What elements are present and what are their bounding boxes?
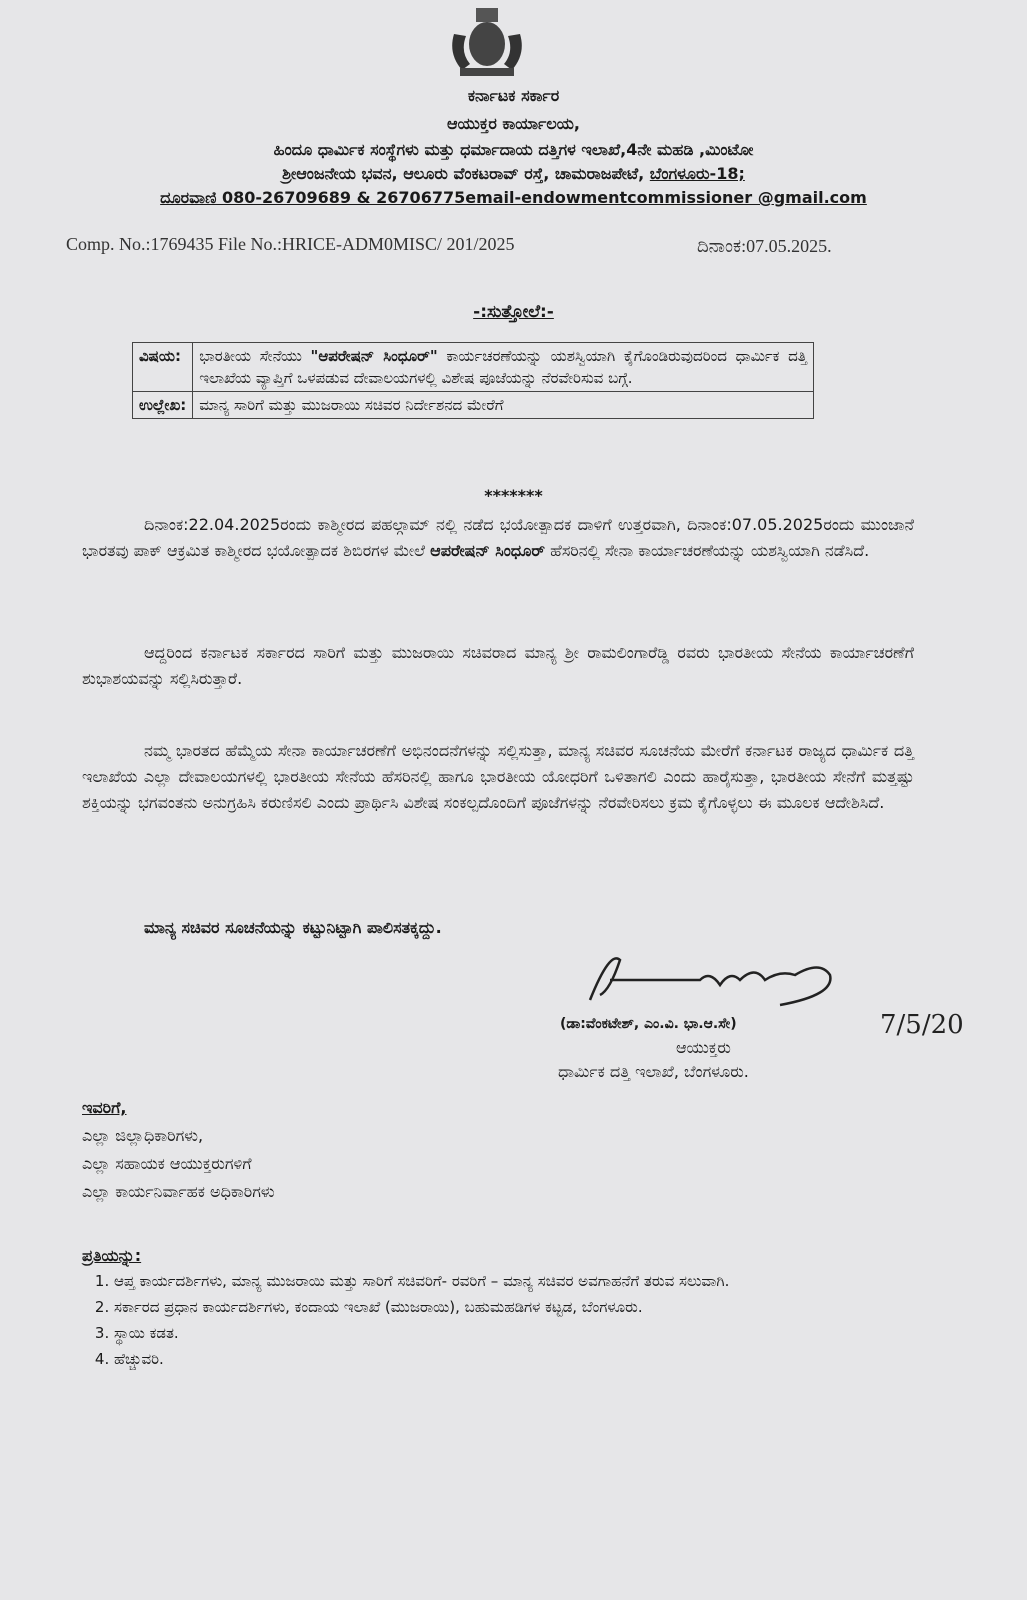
recipients: ಇವರಿಗೆ, ಎಲ್ಲಾ ಜಿಲ್ಲಾಧಿಕಾರಿಗಳು, ಎಲ್ಲಾ ಸಹಾಯಕ ಆಯುಕ್ತರುಗಳಿಗೆ ಎಲ್ಲಾ ಕಾರ್ಯನಿರ್ವಾಹಕ ಅಧಿಕಾರಿಗಳು <box>82 1094 275 1206</box>
government-name: ಕರ್ನಾಟಕ ಸರ್ಕಾರ <box>467 86 560 105</box>
subject-label: ವಿಷಯ: <box>133 343 193 392</box>
signatory-designation: ಆಯುಕ್ತರು <box>676 1038 731 1057</box>
directive: ಮಾನ್ಯ ಸಚಿವರ ಸೂಚನೆಯನ್ನು ಕಟ್ಟುನಿಟ್ಟಾಗಿ ಪಾಲಿಸತಕ್ಕದ್ದು. <box>144 918 442 937</box>
department-line: ಹಿಂದೂ ಧಾರ್ಮಿಕ ಸಂಸ್ಥೆಗಳು ಮತ್ತು ಧರ್ಮಾದಾಯ ದತ್ತಿಗಳ ಇಲಾಖೆ,4ನೇ ಮಹಡಿ ,ಮಿಂಟೋ <box>273 140 754 159</box>
subject-table <box>132 342 814 419</box>
recipient-item: ಎಲ್ಲಾ ಸಹಾಯಕ ಆಯುಕ್ತರುಗಳಿಗೆ <box>82 1154 252 1173</box>
address-line: ಶ್ರೀಆಂಜನೇಯ ಭವನ, ಆಲೂರು ವೆಂಕಟರಾವ್ ರಸ್ತೆ, ಚಾಮರಾಜಪೇಟೆ, ಬೆಂಗಳೂರು-18; <box>282 164 745 183</box>
office-name: ಆಯುಕ್ತರ ಕಾರ್ಯಾಲಯ, <box>447 114 580 133</box>
signatory-department: ಧಾರ್ಮಿಕ ದತ್ತಿ ಇಲಾಖೆ, ಬೆಂಗಳೂರು. <box>558 1062 749 1081</box>
paragraph-3: ನಮ್ಮ ಭಾರತದ ಹೆಮ್ಮೆಯ ಸೇನಾ ಕಾರ್ಯಾಚರಣೆಗೆ ಅಭಿನಂದನೆಗಳನ್ನು ಸಲ್ಲಿಸುತ್ತಾ, ಮಾನ್ಯ ಸಚಿವರ ಸೂಚನೆಯ ಮೇರೆಗೆ ಕರ್ನಾಟಕ ರಾಜ್ಯದ ಧಾರ್ಮಿಕ ದತ್ತಿ ಇಲಾಖೆಯ ಎಲ್ಲಾ ದೇವಾಲಯಗಳಲ್ಲಿ ಭಾರತೀಯ ಸೇನೆಯ ಹೆಸರಿನಲ್ಲಿ ಹಾಗೂ ಭಾರತೀಯ ಯೋಧರಿಗೆ ಒಳಿತಾಗಲಿ ಎಂದು ಹಾರೈಸುತ್ತಾ, ಭಾರತೀಯ ಸೇನೆಗೆ ಮತ್ತಷ್ಟು ಶಕ್ತಿಯನ್ನು ಭಗವಂತನು ಅನುಗ್ರಹಿಸಿ ಕರುಣಿಸಲಿ ಎಂದು ಪ್ರಾರ್ಥಿಸಿ ವಿಶೇಷ ಸಂಕಲ್ಪದೊಂದಿಗೆ ಪೂಜೆಗಳನ್ನು ನೆರವೇರಿಸಲು ಕ್ರಮ ಕೈಗೊಳ್ಳಲು ಈ ಮೂಲಕ ಆದೇಶಿಸಿದೆ. <box>82 741 914 812</box>
recipient-item: ಎಲ್ಲಾ ಕಾರ್ಯನಿರ್ವಾಹಕ ಅಧಿಕಾರಿಗಳು <box>82 1182 275 1201</box>
document-date: ದಿನಾಂಕ:07.05.2025. <box>697 236 832 256</box>
copies: ಪ್ರತಿಯನ್ನು: 1. ಆಪ್ತ ಕಾರ್ಯದರ್ಶಿಗಳು, ಮಾನ್ಯ ಮುಜರಾಯಿ ಮತ್ತು ಸಾರಿಗೆ ಸಚಿವರಿಗೆ- ರವರಿಗೆ – ಮಾನ್ಯ ಸಚಿವರ ಅವಗಾಹನೆಗೆ ತರುವ ಸಲುವಾಗಿ. 2. ಸರ್ಕಾರದ ಪ್ರಧಾನ ಕಾರ್ಯದರ್ಶಿಗಳು, ಕಂದಾಯ ಇಲಾಖೆ (ಮುಜರಾಯಿ), ಬಹುಮಹಡಿಗಳ ಕಟ್ಟಡ, ಬೆಂಗಳೂರು. 3. ಸ್ಥಾಯಿ ಕಡತ. 4. ಹೆಚ್ಚುವರಿ. <box>82 1242 882 1374</box>
recipient-item: ಎಲ್ಲಾ ಜಿಲ್ಲಾಧಿಕಾರಿಗಳು, <box>82 1126 204 1145</box>
copy-item: 3. ಸ್ಥಾಯಿ ಕಡತ. <box>114 1322 882 1344</box>
signed-date: 7/5/20 <box>880 1010 964 1040</box>
copy-item: 1. ಆಪ್ತ ಕಾರ್ಯದರ್ಶಿಗಳು, ಮಾನ್ಯ ಮುಜರಾಯಿ ಮತ್ತು ಸಾರಿಗೆ ಸಚಿವರಿಗೆ- ರವರಿಗೆ – ಮಾನ್ಯ ಸಚಿವರ ಅವಗಾಹನೆಗೆ ತರುವ ಸಲುವಾಗಿ. <box>114 1270 882 1292</box>
circular-title: -:ಸುತ್ತೋಲೆ:- <box>473 302 554 322</box>
contact-line: ದೂರವಾಣಿ 080-26709689 & 26706775email-endowmentcommissioner @gmail.com <box>160 188 867 207</box>
reference-text: ಮಾನ್ಯ ಸಾರಿಗೆ ಮತ್ತು ಮುಜರಾಯಿ ಸಚಿವರ ನಿರ್ದೇಶನದ ಮೇರೆಗೆ <box>193 392 814 419</box>
paragraph-1: ದಿನಾಂಕ:22.04.2025ರಂದು ಕಾಶ್ಮೀರದ ಪಹಲ್ಗಾಮ್ ನಲ್ಲಿ ನಡೆದ ಭಯೋತ್ಪಾದಕ ದಾಳಿಗೆ ಉತ್ತರವಾಗಿ, ದಿನಾಂಕ:07.05.2025ರಂದು ಮುಂಜಾನೆ ಭಾರತವು ಪಾಕ್ ಆಕ್ರಮಿತ ಕಾಶ್ಮೀರದ ಭಯೋತ್ಪಾದಕ ಶಿಬಿರಗಳ ಮೇಲೆ ಆಪರೇಷನ್ ಸಿಂಧೂರ್ ಹೆಸರಿನಲ್ಲಿ ಸೇನಾ ಕಾರ್ಯಾಚರಣೆಯನ್ನು ಯಶಸ್ವಿಯಾಗಿ ನಡೆಸಿದೆ. <box>82 515 914 560</box>
reference-label: ಉಲ್ಲೇಖ: <box>133 392 193 419</box>
state-emblem-icon <box>446 4 528 78</box>
copy-item: 2. ಸರ್ಕಾರದ ಪ್ರಧಾನ ಕಾರ್ಯದರ್ಶಿಗಳು, ಕಂದಾಯ ಇಲಾಖೆ (ಮುಜರಾಯಿ), ಬಹುಮಹಡಿಗಳ ಕಟ್ಟಡ, ಬೆಂಗಳೂರು. <box>114 1296 882 1318</box>
file-number: Comp. No.:1769435 File No.:HRICE-ADM0MISC/ 201/2025 <box>66 234 515 254</box>
subject-text: ಭಾರತೀಯ ಸೇನೆಯು "ಆಪರೇಷನ್ ಸಿಂಧೂರ್" ಕಾರ್ಯಚರಣೆಯನ್ನು ಯಶಸ್ವಿಯಾಗಿ ಕೈಗೊಂಡಿರುವುದರಿಂದ ಧಾರ್ಮಿಕ ದತ್ತಿ ಇಲಾಖೆಯ ವ್ಯಾಪ್ತಿಗೆ ಒಳಪಡುವ ದೇವಾಲಯಗಳಲ್ಲಿ ವಿಶೇಷ ಪೂಜೆಯನ್ನು ನೆರವೇರಿಸುವ ಬಗ್ಗೆ. <box>193 343 814 392</box>
paragraph-2: ಆದ್ದರಿಂದ ಕರ್ನಾಟಕ ಸರ್ಕಾರದ ಸಾರಿಗೆ ಮತ್ತು ಮುಜರಾಯಿ ಸಚಿವರಾದ ಮಾನ್ಯ ಶ್ರೀ ರಾಮಲಿಂಗಾರೆಡ್ಡಿ ರವರು ಭಾರತೀಯ ಸೇನೆಯ ಕಾರ್ಯಾಚರಣೆಗೆ ಶುಭಾಶಯವನ್ನು ಸಲ್ಲಿಸಿರುತ್ತಾರೆ. <box>82 643 914 688</box>
signature <box>580 940 850 1020</box>
separator: ******* <box>484 486 543 505</box>
copy-item: 4. ಹೆಚ್ಚುವರಿ. <box>114 1348 882 1370</box>
signatory-name: (ಡಾ:ವೆಂಕಟೇಶ್, ಎಂ.ವಿ. ಭಾ.ಆ.ಸೇ) <box>560 1016 737 1032</box>
